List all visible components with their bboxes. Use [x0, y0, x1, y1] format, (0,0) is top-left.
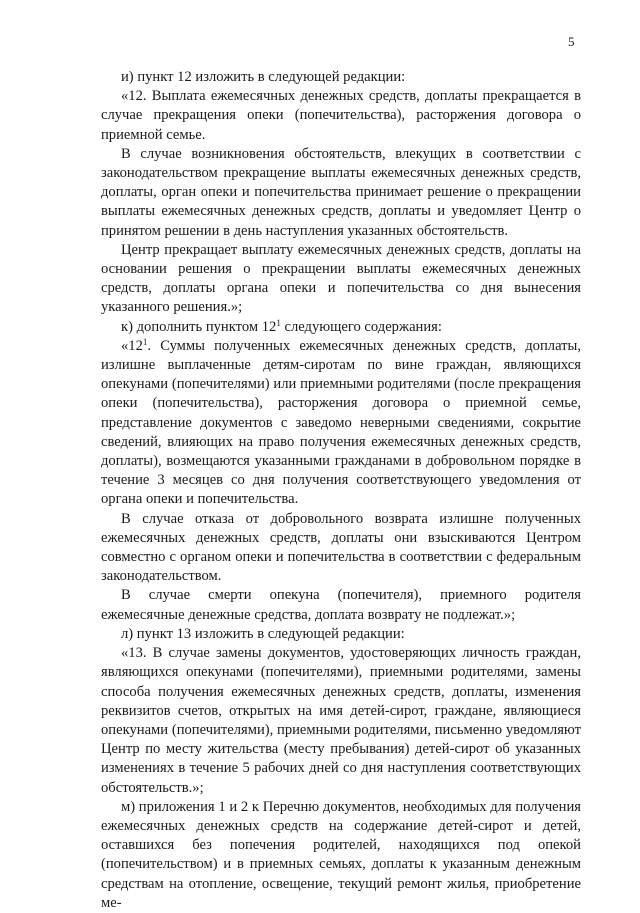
- paragraph-item-m: м) приложения 1 и 2 к Перечню документов, необходимых для получения ежемесячных денежных средств на содержание детей-сирот и детей, оставшихся без попечения родителей, находящихся под опекой (попечительством) и в приемных семьях, доплаты к указанным денежным средствам на отопление, освещение, текущий ремонт жилья, приобретение ме-: [101, 798, 581, 911]
- paragraph-center-stops-payment: Центр прекращает выплату ежемесячных денежных средств, доплаты на основании решения о прекращении выплаты ежемесячных денежных средств, доплаты органа опеки и попечительства со дня вынесения указанного решения.»;: [101, 241, 581, 316]
- paragraph-item-k: [101, 318, 581, 337]
- paragraph-refusal-return: В случае отказа от добровольного возврата излишне полученных ежемесячных денежных средств, доплаты они взыскиваются Центром совместно с органом опеки и попечительства в соответствии с федеральным законодательством.: [101, 510, 581, 585]
- paragraph-point-13: «13. В случае замены документов, удостоверяющих личность граждан, являющихся опекунами (попечителями), приемными родителями, замены способа получения ежемесячных денежных средств, доплаты, изменения реквизитов счетов, открытых на имя детей-сирот, граждане, являющиеся опекунами (попечителями), приемными родителями, письменно уведомляют Центр по месту жительства (месту пребывания) детей-сирот об указанных изменениях в течение 5 рабочих дней со дня наступления соответствующих обстоятельств.»;: [101, 645, 581, 796]
- page-number: 5: [568, 34, 575, 49]
- superscript-one: 1: [276, 317, 281, 328]
- paragraph-point-12-1: [101, 337, 581, 510]
- paragraph-item-i: и) пункт 12 изложить в следующей редакции:: [121, 69, 406, 85]
- paragraph-circumstances: В случае возникновения обстоятельств, влекущих в соответствии с законодательством прекращение выплаты ежемесячных денежных средств, доплаты, орган опеки и попечительства принимает решение о прекращении выплаты ежемесячных денежных средств, доплаты и уведомляет Центр о принятом решении в день наступления указанных обстоятельств.: [101, 145, 581, 239]
- paragraph-item-l: л) пункт 13 изложить в следующей редакции:: [121, 625, 405, 642]
- document-body: [101, 68, 581, 913]
- paragraph-item-k-pre: к) дополнить пунктом 12: [121, 318, 277, 335]
- paragraph-point-12: «12. Выплата ежемесячных денежных средств, доплаты прекращается в случае прекращения опеки (попечительства), расторжения договора о приемной семье.: [101, 88, 581, 143]
- paragraph-death-guardian: В случае смерти опекуна (попечителя), приемного родителя ежемесячные денежные средства, доплата возврату не подлежат.»;: [101, 587, 581, 623]
- paragraph-item-k-post: следующего содержания:: [280, 318, 442, 335]
- superscript-one: 1: [142, 336, 148, 347]
- paragraph-point-12-1-post: . Суммы полученных ежемесячных денежных средств, доплаты, излишне выплаченные детям-сиротам по вине граждан, являющихся опекунами (попечителями) или приемными родителями (после прекращения опеки (попечительства), расторжения договора о приемной семье, представление документов с заведомо неверными сведениями, сокрытие сведений, влияющих на право получения ежемесячных денежных средств, доплаты), возмещаются указанными гражданами в добровольном порядке в течение 3 месяцев со дня получения соответствующего уведомления от органа опеки и попечительства.: [101, 337, 581, 508]
- paragraph-point-12-1-pre: «12: [121, 337, 143, 354]
